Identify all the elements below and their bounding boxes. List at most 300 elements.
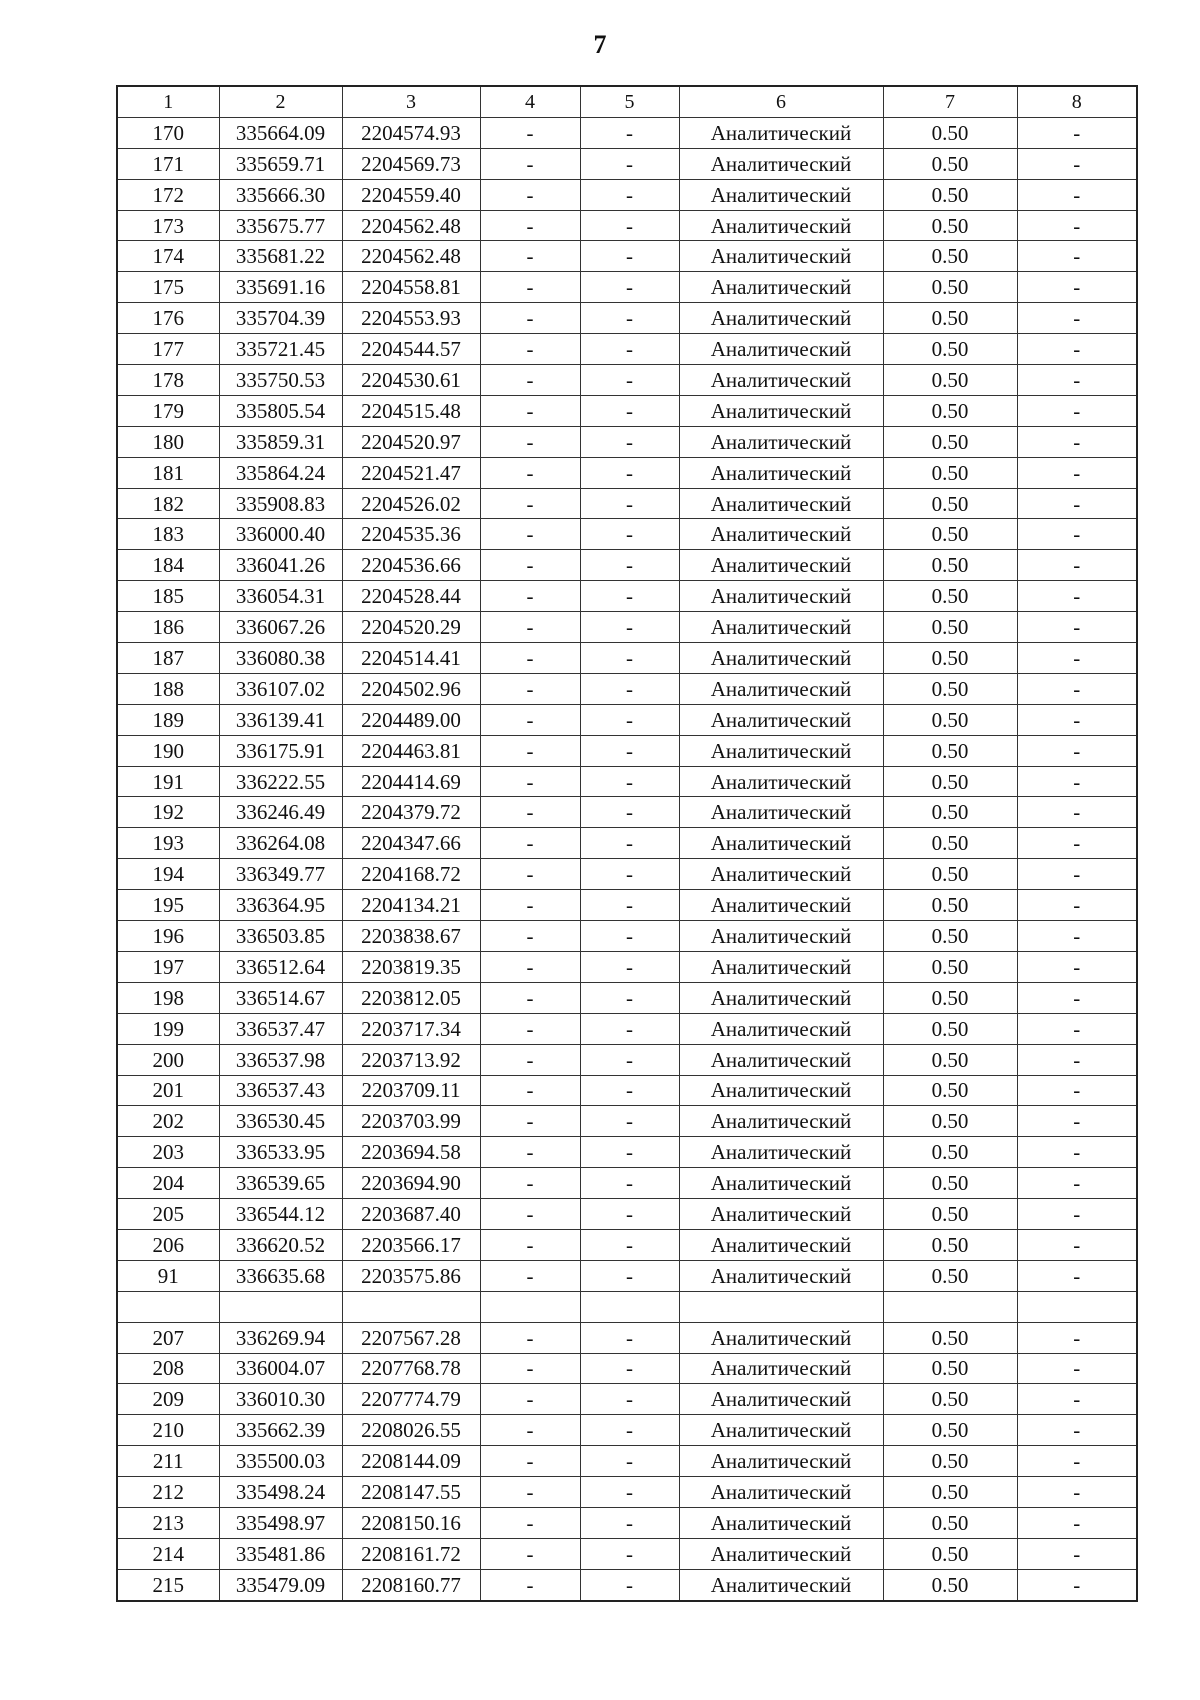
table-cell: -	[480, 1415, 580, 1446]
table-cell: 0.50	[883, 550, 1017, 581]
table-cell: -	[1017, 334, 1137, 365]
table-cell: -	[480, 457, 580, 488]
table-row	[117, 1199, 1137, 1230]
table-cell: 178	[117, 365, 219, 396]
table-cell: -	[1017, 1353, 1137, 1384]
table-cell: 200	[117, 1044, 219, 1075]
table-cell: 336004.07	[219, 1353, 342, 1384]
table-cell: Аналитический	[679, 179, 883, 210]
table-cell: 0.50	[883, 1013, 1017, 1044]
table-cell: -	[580, 426, 679, 457]
table-cell: -	[480, 1106, 580, 1137]
table-cell: 212	[117, 1477, 219, 1508]
table-cell: 2204562.48	[342, 241, 480, 272]
table-cell: Аналитический	[679, 241, 883, 272]
table-cell: 2204528.44	[342, 581, 480, 612]
table-cell: Аналитический	[679, 1199, 883, 1230]
table-cell: Аналитический	[679, 519, 883, 550]
table-row	[117, 921, 1137, 952]
table-row	[117, 704, 1137, 735]
table-row	[117, 581, 1137, 612]
table-cell: -	[580, 519, 679, 550]
table-cell: 336620.52	[219, 1229, 342, 1260]
table-cell: 335479.09	[219, 1569, 342, 1600]
table-cell: 0.50	[883, 1569, 1017, 1600]
table-cell	[480, 1291, 580, 1322]
table-cell: -	[480, 1044, 580, 1075]
table-cell: 335704.39	[219, 303, 342, 334]
table-cell: 2207567.28	[342, 1322, 480, 1353]
table-cell: 2203838.67	[342, 921, 480, 952]
table-cell: 202	[117, 1106, 219, 1137]
table-cell: 336349.77	[219, 859, 342, 890]
table-row	[117, 457, 1137, 488]
table-cell: 185	[117, 581, 219, 612]
table-cell: -	[480, 519, 580, 550]
table-cell: 2203812.05	[342, 982, 480, 1013]
table-row	[117, 550, 1137, 581]
coordinates-table-wrapper	[116, 85, 1138, 1602]
table-cell: -	[580, 1415, 679, 1446]
table-cell: 335498.24	[219, 1477, 342, 1508]
table-cell: -	[480, 1477, 580, 1508]
table-cell: 2204553.93	[342, 303, 480, 334]
table-cell: 0.50	[883, 210, 1017, 241]
table-cell: Аналитический	[679, 704, 883, 735]
table-cell: -	[580, 334, 679, 365]
table-row	[117, 1168, 1137, 1199]
table-cell: 336139.41	[219, 704, 342, 735]
table-cell: -	[1017, 766, 1137, 797]
table-row	[117, 488, 1137, 519]
table-cell: 2208147.55	[342, 1477, 480, 1508]
table-cell: -	[480, 1322, 580, 1353]
table-cell: -	[580, 1446, 679, 1477]
table-cell: 335481.86	[219, 1538, 342, 1569]
table-cell: -	[480, 1013, 580, 1044]
table-cell: 335666.30	[219, 179, 342, 210]
table-cell: 335691.16	[219, 272, 342, 303]
table-cell: -	[580, 1075, 679, 1106]
table-row	[117, 673, 1137, 704]
table-cell: 336264.08	[219, 828, 342, 859]
table-row	[117, 426, 1137, 457]
table-cell: -	[480, 550, 580, 581]
table-cell: -	[580, 1477, 679, 1508]
table-cell: -	[480, 612, 580, 643]
table-cell: 336635.68	[219, 1260, 342, 1291]
table-cell: 209	[117, 1384, 219, 1415]
table-cell: 2204526.02	[342, 488, 480, 519]
table-cell: 2204558.81	[342, 272, 480, 303]
table-cell: 0.50	[883, 1507, 1017, 1538]
table-cell: -	[1017, 1260, 1137, 1291]
table-cell: 0.50	[883, 951, 1017, 982]
table-cell: 0.50	[883, 117, 1017, 148]
table-cell: -	[580, 550, 679, 581]
table-cell: Аналитический	[679, 457, 883, 488]
table-cell: -	[580, 1044, 679, 1075]
table-cell: -	[580, 1106, 679, 1137]
table-cell: 2208161.72	[342, 1538, 480, 1569]
table-cell: Аналитический	[679, 1075, 883, 1106]
table-cell: -	[480, 1075, 580, 1106]
table-cell: -	[580, 1569, 679, 1600]
table-cell: 91	[117, 1260, 219, 1291]
table-cell: 175	[117, 272, 219, 303]
table-cell: -	[480, 704, 580, 735]
table-cell: -	[480, 395, 580, 426]
table-cell: 2204520.97	[342, 426, 480, 457]
table-cell: 196	[117, 921, 219, 952]
table-cell: 336364.95	[219, 890, 342, 921]
table-cell: -	[1017, 643, 1137, 674]
table-cell: 0.50	[883, 581, 1017, 612]
table-cell: -	[480, 1569, 580, 1600]
table-cell: Аналитический	[679, 334, 883, 365]
table-cell	[342, 1291, 480, 1322]
table-cell: -	[580, 457, 679, 488]
table-cell: 213	[117, 1507, 219, 1538]
table-cell: -	[1017, 1507, 1137, 1538]
table-cell: -	[580, 1260, 679, 1291]
table-row	[117, 1106, 1137, 1137]
table-cell: Аналитический	[679, 1168, 883, 1199]
table-cell: 336537.98	[219, 1044, 342, 1075]
table-cell: 198	[117, 982, 219, 1013]
table-cell: 186	[117, 612, 219, 643]
table-row	[117, 1384, 1137, 1415]
table-cell: -	[580, 272, 679, 303]
table-cell: -	[480, 890, 580, 921]
table-cell: Аналитический	[679, 859, 883, 890]
table-cell: -	[480, 334, 580, 365]
table-cell: 0.50	[883, 1168, 1017, 1199]
table-cell: -	[1017, 704, 1137, 735]
table-cell: 179	[117, 395, 219, 426]
table-cell: 0.50	[883, 1229, 1017, 1260]
table-cell: -	[1017, 828, 1137, 859]
table-row	[117, 797, 1137, 828]
table-cell: 195	[117, 890, 219, 921]
table-cell: -	[480, 1384, 580, 1415]
table-cell: -	[480, 1538, 580, 1569]
table-row	[117, 859, 1137, 890]
table-cell: 336544.12	[219, 1199, 342, 1230]
table-cell: 335859.31	[219, 426, 342, 457]
table-cell: -	[580, 921, 679, 952]
table-cell: 2204559.40	[342, 179, 480, 210]
table-cell: -	[580, 1538, 679, 1569]
column-header: 3	[342, 86, 480, 117]
table-cell: Аналитический	[679, 395, 883, 426]
table-cell: 336067.26	[219, 612, 342, 643]
table-cell: 336537.47	[219, 1013, 342, 1044]
coordinates-table	[116, 85, 1138, 1602]
table-cell: 0.50	[883, 179, 1017, 210]
table-cell: Аналитический	[679, 117, 883, 148]
table-cell: 2207774.79	[342, 1384, 480, 1415]
table-cell: Аналитический	[679, 426, 883, 457]
table-cell: -	[1017, 1106, 1137, 1137]
table-cell: -	[1017, 550, 1137, 581]
table-cell: 336530.45	[219, 1106, 342, 1137]
table-cell: 172	[117, 179, 219, 210]
table-cell: 181	[117, 457, 219, 488]
table-cell: 182	[117, 488, 219, 519]
table-cell: 336107.02	[219, 673, 342, 704]
table-cell: Аналитический	[679, 1477, 883, 1508]
table-cell: Аналитический	[679, 673, 883, 704]
table-cell: Аналитический	[679, 1569, 883, 1600]
table-row	[117, 519, 1137, 550]
table-cell: 0.50	[883, 1199, 1017, 1230]
table-cell: 335659.71	[219, 148, 342, 179]
table-cell: 192	[117, 797, 219, 828]
table-cell: 207	[117, 1322, 219, 1353]
table-cell: Аналитический	[679, 365, 883, 396]
table-cell: -	[1017, 1199, 1137, 1230]
table-cell: 336533.95	[219, 1137, 342, 1168]
table-cell: Аналитический	[679, 797, 883, 828]
table-cell: Аналитический	[679, 210, 883, 241]
table-cell: 214	[117, 1538, 219, 1569]
table-cell: 335864.24	[219, 457, 342, 488]
table-cell: 0.50	[883, 519, 1017, 550]
table-cell: -	[580, 1229, 679, 1260]
table-cell: -	[480, 303, 580, 334]
table-cell: 0.50	[883, 426, 1017, 457]
table-cell: 335498.97	[219, 1507, 342, 1538]
table-cell: 0.50	[883, 303, 1017, 334]
table-cell: 0.50	[883, 365, 1017, 396]
table-cell: -	[480, 148, 580, 179]
table-cell: -	[480, 179, 580, 210]
table-cell: Аналитический	[679, 1229, 883, 1260]
table-cell: -	[1017, 148, 1137, 179]
table-cell: 2203717.34	[342, 1013, 480, 1044]
table-row	[117, 1538, 1137, 1569]
table-row	[117, 179, 1137, 210]
table-cell: 2203819.35	[342, 951, 480, 982]
table-cell: Аналитический	[679, 735, 883, 766]
table-cell: 0.50	[883, 395, 1017, 426]
table-cell: -	[480, 1199, 580, 1230]
table-cell: Аналитический	[679, 1507, 883, 1538]
table-cell: Аналитический	[679, 1260, 883, 1291]
header-row	[117, 86, 1137, 117]
table-cell: 180	[117, 426, 219, 457]
table-cell: 0.50	[883, 1477, 1017, 1508]
table-cell: 2204168.72	[342, 859, 480, 890]
table-row	[117, 1044, 1137, 1075]
table-cell: 170	[117, 117, 219, 148]
table-cell: -	[480, 1229, 580, 1260]
table-cell: -	[1017, 581, 1137, 612]
table-cell: 194	[117, 859, 219, 890]
table-cell: -	[1017, 365, 1137, 396]
table-cell: -	[580, 859, 679, 890]
table-cell: 0.50	[883, 797, 1017, 828]
table-cell: 2204574.93	[342, 117, 480, 148]
table-cell: 204	[117, 1168, 219, 1199]
table-cell: 335750.53	[219, 365, 342, 396]
table-cell: -	[580, 704, 679, 735]
table-cell: -	[580, 148, 679, 179]
table-row	[117, 890, 1137, 921]
table-cell: 336269.94	[219, 1322, 342, 1353]
table-cell: -	[580, 951, 679, 982]
table-row	[117, 1446, 1137, 1477]
table-cell: -	[1017, 426, 1137, 457]
table-cell: Аналитический	[679, 890, 883, 921]
table-cell: 0.50	[883, 1353, 1017, 1384]
table-row	[117, 1415, 1137, 1446]
table-cell: 0.50	[883, 643, 1017, 674]
table-cell: 2203687.40	[342, 1199, 480, 1230]
table-separator-row	[117, 1291, 1137, 1322]
table-cell	[679, 1291, 883, 1322]
table-cell: 335664.09	[219, 117, 342, 148]
table-cell: -	[580, 1353, 679, 1384]
table-cell: 2204379.72	[342, 797, 480, 828]
table-cell: Аналитический	[679, 272, 883, 303]
table-cell: Аналитический	[679, 612, 883, 643]
table-cell: 0.50	[883, 921, 1017, 952]
table-row	[117, 241, 1137, 272]
table-cell: Аналитический	[679, 766, 883, 797]
table-row	[117, 1075, 1137, 1106]
table-cell: -	[580, 982, 679, 1013]
table-row	[117, 334, 1137, 365]
table-cell: -	[480, 735, 580, 766]
table-cell: 0.50	[883, 859, 1017, 890]
table-cell: 2208026.55	[342, 1415, 480, 1446]
table-cell: 208	[117, 1353, 219, 1384]
table-cell: -	[1017, 1229, 1137, 1260]
table-cell: -	[1017, 1538, 1137, 1569]
table-cell: Аналитический	[679, 1322, 883, 1353]
table-cell: -	[1017, 303, 1137, 334]
table-cell: 184	[117, 550, 219, 581]
table-cell: -	[1017, 1477, 1137, 1508]
table-cell: -	[1017, 673, 1137, 704]
table-cell: Аналитический	[679, 1538, 883, 1569]
table-cell: 2204414.69	[342, 766, 480, 797]
table-cell: 336246.49	[219, 797, 342, 828]
table-row	[117, 1013, 1137, 1044]
table-cell: -	[1017, 1075, 1137, 1106]
table-cell: 0.50	[883, 488, 1017, 519]
table-cell: -	[1017, 890, 1137, 921]
table-row	[117, 643, 1137, 674]
table-cell: -	[480, 1353, 580, 1384]
table-cell: 2203694.90	[342, 1168, 480, 1199]
table-cell: -	[1017, 921, 1137, 952]
table-cell: 188	[117, 673, 219, 704]
table-row	[117, 951, 1137, 982]
table-cell: Аналитический	[679, 982, 883, 1013]
table-cell: -	[1017, 117, 1137, 148]
table-cell: Аналитический	[679, 1415, 883, 1446]
table-cell: -	[480, 117, 580, 148]
table-row	[117, 612, 1137, 643]
table-cell: -	[580, 735, 679, 766]
table-cell: 210	[117, 1415, 219, 1446]
table-row	[117, 982, 1137, 1013]
table-cell: -	[1017, 1384, 1137, 1415]
table-cell: -	[580, 1137, 679, 1168]
table-body	[117, 117, 1137, 1600]
table-cell: -	[480, 766, 580, 797]
table-row	[117, 1322, 1137, 1353]
table-cell: Аналитический	[679, 1384, 883, 1415]
table-cell: 197	[117, 951, 219, 982]
table-cell: 0.50	[883, 1384, 1017, 1415]
table-cell: 0.50	[883, 673, 1017, 704]
table-cell: -	[1017, 1013, 1137, 1044]
table-cell: -	[480, 426, 580, 457]
table-cell: Аналитический	[679, 488, 883, 519]
table-cell: 2204520.29	[342, 612, 480, 643]
table-row	[117, 1260, 1137, 1291]
table-cell: -	[1017, 1415, 1137, 1446]
table-cell: -	[480, 241, 580, 272]
table-cell: Аналитический	[679, 921, 883, 952]
table-cell: 336512.64	[219, 951, 342, 982]
table-row	[117, 365, 1137, 396]
table-cell: 0.50	[883, 1106, 1017, 1137]
table-cell: 0.50	[883, 612, 1017, 643]
table-cell: -	[1017, 210, 1137, 241]
table-row	[117, 1229, 1137, 1260]
table-cell: -	[580, 1199, 679, 1230]
table-cell: 336041.26	[219, 550, 342, 581]
table-cell: -	[480, 797, 580, 828]
table-cell: -	[1017, 1044, 1137, 1075]
table-cell: -	[580, 179, 679, 210]
table-cell: -	[580, 673, 679, 704]
table-cell: Аналитический	[679, 643, 883, 674]
table-cell: 0.50	[883, 272, 1017, 303]
table-cell: -	[480, 581, 580, 612]
table-cell: Аналитический	[679, 951, 883, 982]
table-cell: 0.50	[883, 1260, 1017, 1291]
table-cell: 201	[117, 1075, 219, 1106]
table-cell: 0.50	[883, 1446, 1017, 1477]
table-cell: 205	[117, 1199, 219, 1230]
table-row	[117, 117, 1137, 148]
table-cell: 176	[117, 303, 219, 334]
table-cell: 171	[117, 148, 219, 179]
table-cell: 336054.31	[219, 581, 342, 612]
table-row	[117, 1477, 1137, 1508]
table-cell: 199	[117, 1013, 219, 1044]
table-cell	[219, 1291, 342, 1322]
table-cell: -	[1017, 457, 1137, 488]
table-cell: 2204536.66	[342, 550, 480, 581]
table-cell: -	[1017, 272, 1137, 303]
table-cell: 336000.40	[219, 519, 342, 550]
table-cell: -	[1017, 1137, 1137, 1168]
table-cell: 2203713.92	[342, 1044, 480, 1075]
column-header: 1	[117, 86, 219, 117]
table-cell: -	[580, 1013, 679, 1044]
table-cell: 0.50	[883, 1415, 1017, 1446]
table-cell: -	[580, 303, 679, 334]
table-cell: -	[580, 117, 679, 148]
table-cell: 335500.03	[219, 1446, 342, 1477]
